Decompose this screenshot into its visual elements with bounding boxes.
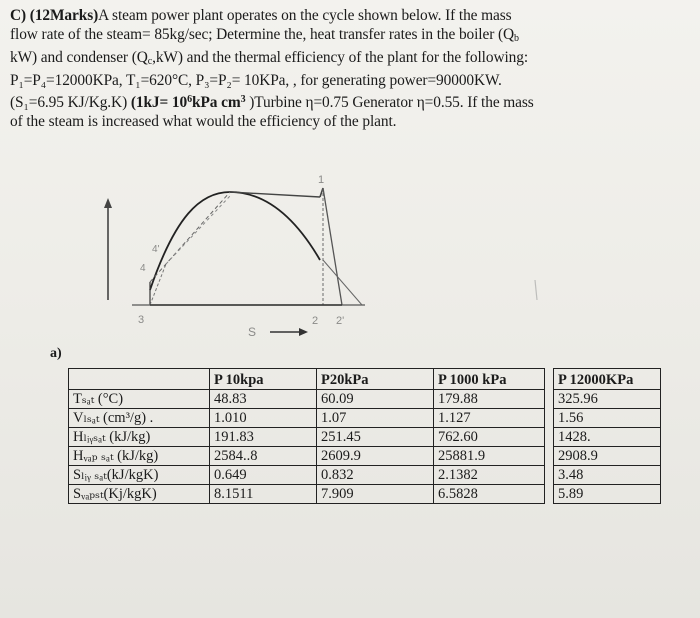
s-axis-arrow-icon xyxy=(299,328,308,336)
table-cell: 325.96 xyxy=(554,390,661,409)
saturation-dome xyxy=(150,192,320,290)
problem-line-5: (S₁=6.95 KJ/Kg.K) ($1kJ= 10^6kPa$ $cm^3$ )Turbine η=0.75 Generator η=0.55. If the mass xyxy=(10,94,534,111)
table-cell: 762.60 xyxy=(434,428,545,447)
boiling-line xyxy=(230,192,320,197)
row-label: Vₗₛₐₜ (cm³/g) . xyxy=(69,409,210,428)
problem-line-4: P₁=P₄=12000KPa, T₁=620°C, P₃=P₂= 10KPa, , for generating power=90000KW. xyxy=(10,72,502,89)
t-axis-arrow-icon xyxy=(104,198,112,208)
table-cell: 48.83 xyxy=(210,390,317,409)
table-cell: 7.909 xyxy=(317,485,434,504)
part-label: a) xyxy=(50,346,62,361)
table-gap xyxy=(545,447,554,466)
table-cell: 1.56 xyxy=(554,409,661,428)
table-cell: 1.07 xyxy=(317,409,434,428)
row-label: Sᵥₐₚₛₜ(Kj/kgK) xyxy=(69,485,210,504)
heating-line-a xyxy=(150,192,230,282)
unit-conversion: ($1kJ= 10^6kPa$ $cm^3$ xyxy=(130,94,246,111)
table-header-p20: P20kPa xyxy=(317,369,434,390)
table-header-p12000: P 12000KPa xyxy=(554,369,661,390)
label-state-4-prime: 4' xyxy=(152,244,160,255)
table-cell: 191.83 xyxy=(210,428,317,447)
table-gap xyxy=(545,466,554,485)
dome-extension xyxy=(323,260,362,305)
table-cell: 25881.9 xyxy=(434,447,545,466)
label-entropy-axis: S xyxy=(248,325,257,339)
table-cell: 2609.9 xyxy=(317,447,434,466)
table-gap xyxy=(545,409,554,428)
label-state-1: 1 xyxy=(318,174,325,186)
table-cell: 3.48 xyxy=(554,466,661,485)
problem-line-1: C) (12Marks)A steam power plant operates on the cycle shown below. If the mass xyxy=(10,7,512,24)
table-cell: 2584..8 xyxy=(210,447,317,466)
table-cell: 60.09 xyxy=(317,390,434,409)
actual-expansion-line xyxy=(323,188,342,305)
table-row xyxy=(69,390,661,409)
problem-line-3: kW) and condenser $(Q_c,kW)$ and the thermal efficiency of the plant for the following: xyxy=(10,49,529,67)
faint-mark xyxy=(535,280,537,300)
table-header-p10: P 10kpa xyxy=(210,369,317,390)
table-gap xyxy=(545,369,554,390)
ts-diagram-svg xyxy=(80,172,640,367)
table-header-corner xyxy=(69,369,210,390)
table-cell: 0.832 xyxy=(317,466,434,485)
row-label: Sₗᵢᵧ ₛₐₜ(kJ/kgK) xyxy=(69,466,210,485)
ts-cycle-diagram xyxy=(80,172,640,367)
problem-line-6: of the steam is increased what would the efficiency of the plant. xyxy=(10,113,397,130)
steam-property-table xyxy=(68,368,661,504)
table-cell: 0.649 xyxy=(210,466,317,485)
table-header-row xyxy=(69,369,661,390)
label-state-4: 4 xyxy=(140,263,146,274)
label-state-2: 2 xyxy=(312,315,319,327)
label-state-2-prime: 2' xyxy=(336,315,345,327)
problem-line-2: flow rate of the steam= 85kg/sec; Determine the, heat transfer rates in the boiler ($Q_b$ xyxy=(10,26,519,44)
table-gap xyxy=(545,390,554,409)
label-state-3: 3 xyxy=(138,314,145,326)
table-cell: 251.45 xyxy=(317,428,434,447)
table-cell: 2908.9 xyxy=(554,447,661,466)
table-cell: 1.127 xyxy=(434,409,545,428)
problem-statement xyxy=(10,6,690,131)
table-gap xyxy=(545,428,554,447)
table-row xyxy=(69,447,661,466)
table-cell: 5.89 xyxy=(554,485,661,504)
table-row xyxy=(69,485,661,504)
table-header-p1000: P 1000 kPa xyxy=(434,369,545,390)
table-cell: 2.1382 xyxy=(434,466,545,485)
table-row xyxy=(69,409,661,428)
problem-heading: C) (12Marks) xyxy=(10,7,99,24)
table-cell: 8.1511 xyxy=(210,485,317,504)
table-row xyxy=(69,466,661,485)
table-row xyxy=(69,428,661,447)
table-cell: 1.010 xyxy=(210,409,317,428)
row-label: Hₗᵢᵧₛₐₜ (kJ/kg) xyxy=(69,428,210,447)
table-cell: 6.5828 xyxy=(434,485,545,504)
table-gap xyxy=(545,485,554,504)
table-cell: 1428. xyxy=(554,428,661,447)
row-label: Tₛₐₜ (°C) xyxy=(69,390,210,409)
row-label: Hᵥₐₚ ₛₐₜ (kJ/kg) xyxy=(69,447,210,466)
table-cell: 179.88 xyxy=(434,390,545,409)
